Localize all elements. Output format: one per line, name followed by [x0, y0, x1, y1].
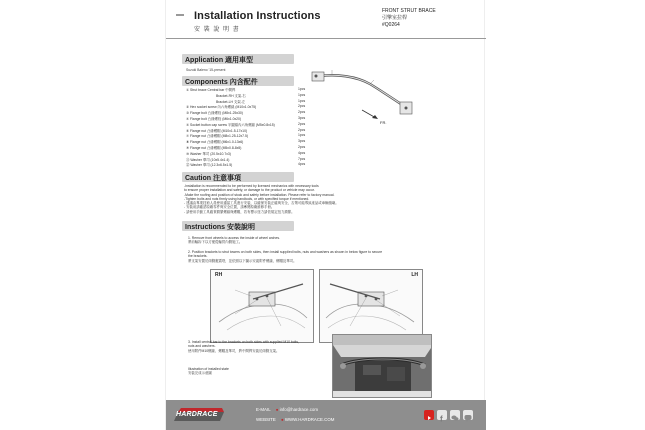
header-accent-mark: [176, 14, 184, 16]
document-title: Installation Instructions: [194, 10, 321, 22]
caution-text: [184, 184, 384, 214]
footer: [166, 400, 486, 430]
diagram-rh: [210, 269, 314, 343]
vehicle-fitment: Suzuki Baleno '15-present: [186, 68, 226, 72]
component-row: Bracket-RH 支架-右 1pcs: [216, 92, 306, 98]
diagram-lh-label: LH: [411, 272, 418, 278]
instruction-sheet: [165, 0, 485, 430]
components-heading: Components 內含配件: [182, 76, 294, 86]
step-1: 1. Remove front wheels to access the inside of wheel arches. 將前輪拆下以方便從輪拱內側施工。: [188, 236, 280, 245]
diagram-rh-label: RH: [215, 272, 223, 278]
component-row: Bracket-LH 支架-左 1pcs: [216, 98, 306, 104]
component-row: ⑥ Flange nut 凸緣螺帽 (M10x1.5-17x10) 2pcs: [186, 127, 306, 133]
caution-line: - 建議由專業技術人員使用適當工具進行安裝，以確保安裝正確與安全，否則可能導致產品或車輛損壞。: [184, 201, 339, 206]
installed-state-photo: [332, 334, 432, 398]
step-2: 2. Position brackets to strut towers on both sides, then install supplied bolts, nuts and washers as shown in below figure to secure the brackets. 將支架安置於兩側避震塔，並依照以下圖示安裝附件螺絲、螺帽及華司。: [188, 250, 383, 263]
email-link[interactable]: info@hardrace.com: [279, 407, 318, 412]
instructions-heading: Instructions 安裝說明: [182, 221, 294, 231]
caution-line: to ensure proper installation and safety, or damage to the product or vehicle may occur.: [184, 188, 315, 193]
wechat-icon[interactable]: [450, 410, 460, 420]
component-row: ⑨ Flange nut 凸緣螺帽 (M5x0.8-8x5) 2pcs: [186, 144, 306, 150]
product-name-cn: 引擎室拉桿: [382, 15, 408, 21]
component-row: ⑪ Washer 華司 (10x5.4x1.4) 7pcs: [186, 156, 306, 162]
website-link[interactable]: WWW.HARDRACE.COM: [284, 417, 335, 422]
part-number: #Q0264: [382, 22, 400, 28]
engine-bay-illustration: [333, 335, 432, 398]
product-name: FRONT STRUT BRACE: [382, 8, 436, 14]
caution-line: - 請使用手動工具確實鎖緊螺絲與螺帽，若有標示扭力請依規定扭力鎖緊。: [184, 209, 295, 214]
component-row: ① Strut brace Central bar 中間桿 1pcs: [186, 87, 306, 92]
diagram-lh: [319, 269, 423, 343]
caution-line: -Make the roofing and position of stock and safety before installation. Please refer to factory manual.: [184, 192, 335, 197]
caution-line: -Tighten bolts and nuts firmly using handtools, or with specified torque if mentioned.: [184, 196, 310, 201]
component-row: ⑩ Washer 華司 (20.5x10.7x3) 4pcs: [186, 150, 306, 156]
footer-website: WEBSITE ● WWW.HARDRACE.COM: [256, 417, 335, 422]
lh-bracket-drawing: [320, 270, 422, 342]
product-info: [382, 8, 436, 29]
application-heading: Application 適用車型: [182, 54, 294, 64]
component-row: ② Hex socket screw 內六角螺絲 (M10x1.0x75) 2pcs: [186, 104, 306, 110]
caution-heading: Caution 注意事項: [182, 172, 294, 182]
front-arrow-label: FR.: [380, 120, 387, 125]
component-row: ⑧ Flange nut 凸緣螺帽 (M6x1.0-13x6) 3pcs: [186, 139, 306, 145]
brand-logo: [174, 408, 226, 421]
svg-text:f: f: [440, 414, 443, 423]
component-row: ③ Flange bolt 凸緣螺栓 (M8x1.25x30) 2pcs: [186, 110, 306, 116]
line-icon[interactable]: [463, 410, 473, 420]
illustration-caption: Illustration of installed state 安裝完成示意圖: [188, 367, 229, 376]
component-row: ⑤ Socket button cap screw 半圓頭內六角螺絲 (M5x0.8x15) 2pcs: [186, 121, 306, 127]
document-header: [166, 0, 486, 39]
component-row: ⑦ Flange nut 凸緣螺帽 (M8x1.25-12x7.5) 1pcs: [186, 133, 306, 139]
component-row: ⑫ Washer 華司 (12.3x6.5x1.5) 4pcs: [186, 162, 306, 168]
document-subtitle: 安 裝 說 明 書: [194, 27, 240, 33]
youtube-icon[interactable]: [424, 410, 434, 420]
component-row: ④ Flange bolt 凸緣螺栓 (M6x1.0x20) 3pcs: [186, 115, 306, 121]
step-3: 3. Install central bar to the brackets on both sides with supplied M10 bolts, nuts and washers. 使用附件M10螺絲、螺帽及華司，將中間桿安裝於兩側支架。: [188, 340, 300, 353]
footer-email: E-MAIL ● info@hardrace.com: [256, 407, 318, 412]
caution-line: - 安裝前請確認原廠零件與安全位置，請參閱原廠維修手冊。: [184, 205, 275, 210]
caution-line: -Installation is recommended to be performed by licensed mechanics with necessary tools: [184, 184, 319, 188]
rh-bracket-drawing: [211, 270, 313, 342]
brand-name: HARDRACE: [176, 411, 218, 418]
facebook-icon[interactable]: [437, 410, 447, 423]
